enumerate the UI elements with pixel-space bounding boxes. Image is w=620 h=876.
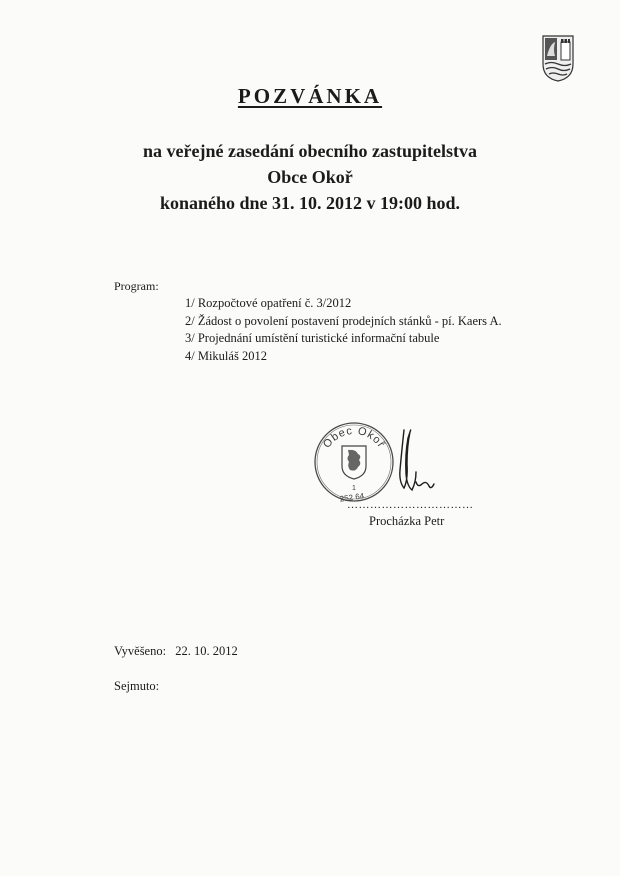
removed-label: Sejmuto: xyxy=(114,679,160,693)
stamp-postal: 252 64 xyxy=(339,491,365,504)
heading-line-1: na veřejné zasedání obecního zastupitelstva xyxy=(143,141,477,161)
program-item: 1/ Rozpočtové opatření č. 3/2012 xyxy=(185,296,352,310)
posted-date-row xyxy=(114,644,238,659)
program-list xyxy=(185,295,502,365)
stamp-number: 1 xyxy=(352,485,356,492)
signature-line: …………………………… xyxy=(347,499,474,511)
program-label: Program: xyxy=(114,279,159,293)
document-title: POZVÁNKA xyxy=(237,84,383,108)
municipal-crest-icon xyxy=(541,34,575,82)
posted-label: Vyvěšeno: xyxy=(114,644,167,658)
official-stamp xyxy=(312,420,396,504)
svg-text:Obec Okoř xyxy=(321,425,387,451)
signer-name: Procházka Petr xyxy=(369,514,445,528)
stamp-emblem-icon xyxy=(342,446,366,479)
heading-line-2: Obce Okoř xyxy=(267,167,353,187)
program-item: 3/ Projednání umístění turistické informační tabule xyxy=(185,331,440,345)
program-item: 4/ Mikuláš 2012 xyxy=(185,348,267,363)
handwritten-signature xyxy=(386,424,436,496)
program-item: 2/ Žádost o povolení postavení prodejních stánků - pí. Kaers A. xyxy=(185,313,502,328)
heading-line-3: konaného dne 31. 10. 2012 v 19:00 hod. xyxy=(159,193,461,213)
meeting-heading xyxy=(0,138,620,216)
posted-value: 22. 10. 2012 xyxy=(175,644,238,658)
stamp-text: Obec Okoř xyxy=(320,424,388,451)
